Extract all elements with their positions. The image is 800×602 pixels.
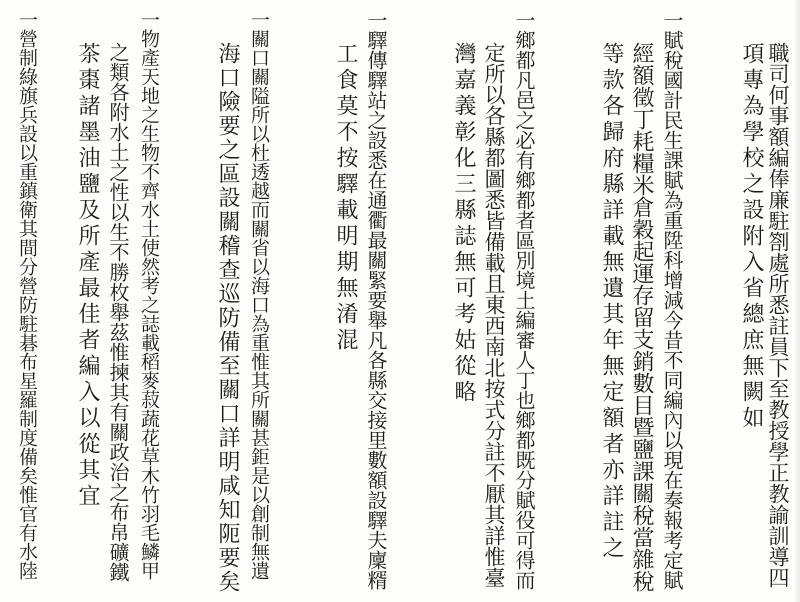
- text-column-3: 一賦稅國計民生課賦為重陞科增減今昔不同編內以現在奏報考定賦: [660, 10, 684, 590]
- text-column-8: 灣嘉義彰化三縣誌無可考姑從略: [451, 42, 476, 406]
- text-column-16: 一營制綠旗兵設以重鎮衛其間分營防駐碁布星羅制度備矣惟官有水陸: [16, 10, 38, 580]
- text-column-2: 項專為學校之設附入省總庶無闕如: [739, 42, 764, 432]
- text-column-14: 之類各附水土之性以生不勝枚舉茲惟揀其有關政治之布帛礦鐵: [106, 42, 130, 582]
- text-column-15: 茶棗諸墨油鹽及所產最佳者編入以從其宜: [75, 42, 100, 510]
- text-column-12: 海口險要之區設關稽查巡防備至關口詳明咸知阨要矣: [215, 42, 240, 594]
- text-column-6: 一鄉都凡邑之必有鄉都者區別境土編審人丁也鄉都既分賦役可得而: [512, 10, 536, 590]
- text-column-11: 一關口關隘所以杜透越而關省以海口為重惟其所關甚鉅是以創制無遺: [248, 10, 270, 580]
- text-column-9: 一驛傳驛站之設悉在通衢最關緊要舉凡各縣交接里數額設驛夫廩糈: [364, 10, 388, 590]
- text-column-1: 職司何事額編俸廉駐劄處所悉註員下至教授學正教諭訓導四: [766, 42, 790, 588]
- text-column-10: 工食莫不按驛載明期無淆混: [333, 42, 358, 354]
- text-column-4: 經額徵丁耗糧米倉穀起運存留支銷數目暨鹽課關稅當雜稅: [629, 42, 654, 592]
- text-column-5: 等款各歸府縣詳載無遺其年無定額者亦詳註之: [599, 42, 624, 562]
- text-column-7: 定所以各縣都圖悉皆備載且東西南北按式分註不厭其詳惟臺: [482, 42, 506, 588]
- text-column-13: 一物產天地之生物不齊水土使然考之誌載稻麥菽蔬花草木竹羽毛鱗甲: [138, 10, 160, 580]
